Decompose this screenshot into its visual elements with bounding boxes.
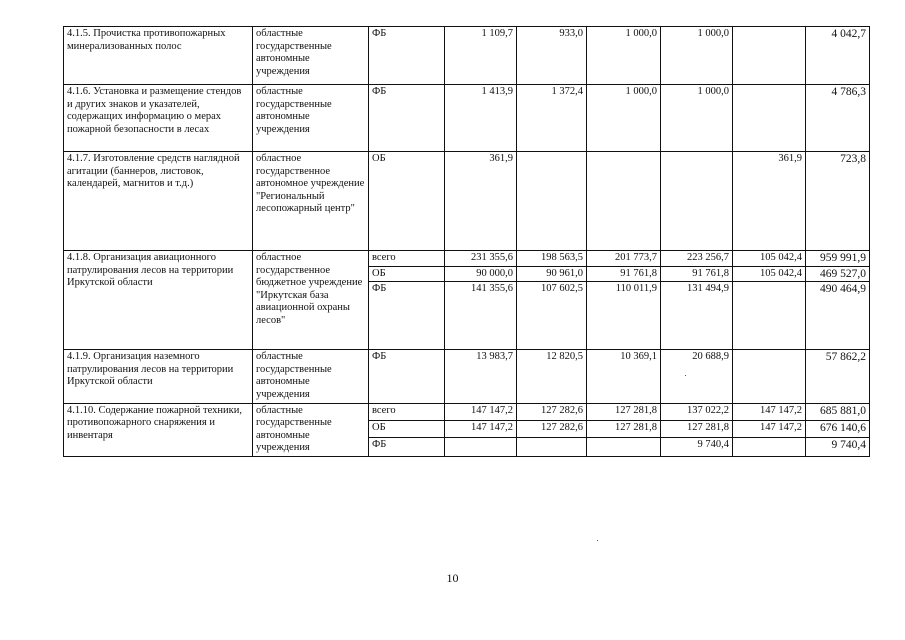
amount-total: 490 464,9 [806,282,870,350]
amount-year-1: 231 355,6 [445,251,517,267]
executor: областные государственные автономные учреждения [253,85,369,152]
amount-year-1: 90 000,0 [445,266,517,282]
funding-source: ФБ [369,438,445,457]
table-row [64,251,870,267]
amount-total: 685 881,0 [806,403,870,420]
amount-year-5: 105 042,4 [733,251,806,267]
amount-year-3: 127 281,8 [587,403,661,420]
amount-total: 959 991,9 [806,251,870,267]
executor: областные государственные автономные учреждения [253,350,369,403]
amount-year-3: 10 369,1 [587,350,661,403]
measure-name: 4.1.9. Организация наземного патрулирования лесов на территории Иркутской области [64,350,253,403]
amount-year-4 [661,152,733,251]
amount-year-1: 361,9 [445,152,517,251]
measure-name: 4.1.8. Организация авиационного патрулирования лесов на территории Иркутской области [64,251,253,350]
amount-year-2: 933,0 [517,27,587,85]
page-number: 10 [446,571,459,585]
scan-speck [685,375,686,376]
funding-source: ОБ [369,152,445,251]
executor: областное государственное автономное учреждение "Региональный лесопожарный центр" [253,152,369,251]
amount-year-3: 127 281,8 [587,420,661,437]
amount-year-1: 1 109,7 [445,27,517,85]
funding-source: всего [369,251,445,267]
measure-name: 4.1.7. Изготовление средств наглядной агитации (баннеров, листовок, календарей, магнитов и т.д.) [64,152,253,251]
funding-source: ФБ [369,27,445,85]
table-row [64,403,870,420]
table-row [64,27,870,85]
amount-year-4: 1 000,0 [661,85,733,152]
amount-year-3 [587,438,661,457]
funding-source: ФБ [369,85,445,152]
amount-year-1: 147 147,2 [445,420,517,437]
amount-year-3: 201 773,7 [587,251,661,267]
amount-year-4: 1 000,0 [661,27,733,85]
amount-year-1: 141 355,6 [445,282,517,350]
amount-year-2: 198 563,5 [517,251,587,267]
amount-year-3: 1 000,0 [587,85,661,152]
amount-total: 676 140,6 [806,420,870,437]
table-row [64,85,870,152]
measure-name: 4.1.6. Установка и размещение стендов и других знаков и указателей, содержащих информацию о мерах пожарной безопасности в лесах [64,85,253,152]
amount-year-4: 137 022,2 [661,403,733,420]
amount-year-2 [517,438,587,457]
funding-source: ОБ [369,420,445,437]
amount-year-5 [733,282,806,350]
budget-table [63,26,870,457]
scan-speck [597,540,598,541]
amount-year-4: 91 761,8 [661,266,733,282]
amount-year-1 [445,438,517,457]
amount-year-1: 1 413,9 [445,85,517,152]
amount-year-5 [733,27,806,85]
amount-year-3: 1 000,0 [587,27,661,85]
amount-year-5 [733,438,806,457]
funding-source: ФБ [369,282,445,350]
amount-total: 4 786,3 [806,85,870,152]
table-row [64,350,870,403]
funding-source: всего [369,403,445,420]
amount-year-5: 105 042,4 [733,266,806,282]
table-row [64,152,870,251]
amount-year-3: 91 761,8 [587,266,661,282]
amount-total: 9 740,4 [806,438,870,457]
amount-year-5 [733,350,806,403]
amount-year-4: 223 256,7 [661,251,733,267]
executor: областное государственное бюджетное учреждение "Иркутская база авиационной охраны лесов" [253,251,369,350]
funding-source: ФБ [369,350,445,403]
amount-year-4: 20 688,9 [661,350,733,403]
amount-total: 4 042,7 [806,27,870,85]
amount-year-5: 361,9 [733,152,806,251]
amount-year-4: 127 281,8 [661,420,733,437]
amount-year-5: 147 147,2 [733,420,806,437]
executor: областные государственные автономные учреждения [253,27,369,85]
amount-total: 723,8 [806,152,870,251]
amount-year-2: 1 372,4 [517,85,587,152]
amount-year-4: 9 740,4 [661,438,733,457]
amount-year-3 [587,152,661,251]
amount-total: 469 527,0 [806,266,870,282]
amount-year-5: 147 147,2 [733,403,806,420]
amount-year-2 [517,152,587,251]
amount-year-1: 147 147,2 [445,403,517,420]
amount-year-2: 127 282,6 [517,403,587,420]
amount-year-2: 127 282,6 [517,420,587,437]
amount-year-1: 13 983,7 [445,350,517,403]
amount-year-2: 90 961,0 [517,266,587,282]
executor: областные государственные автономные учреждения [253,403,369,456]
amount-total: 57 862,2 [806,350,870,403]
amount-year-3: 110 011,9 [587,282,661,350]
amount-year-2: 12 820,5 [517,350,587,403]
amount-year-4: 131 494,9 [661,282,733,350]
amount-year-5 [733,85,806,152]
amount-year-2: 107 602,5 [517,282,587,350]
measure-name: 4.1.5. Прочистка противопожарных минерализованных полос [64,27,253,85]
measure-name: 4.1.10. Содержание пожарной техники, противопожарного снаряжения и инвентаря [64,403,253,456]
funding-source: ОБ [369,266,445,282]
